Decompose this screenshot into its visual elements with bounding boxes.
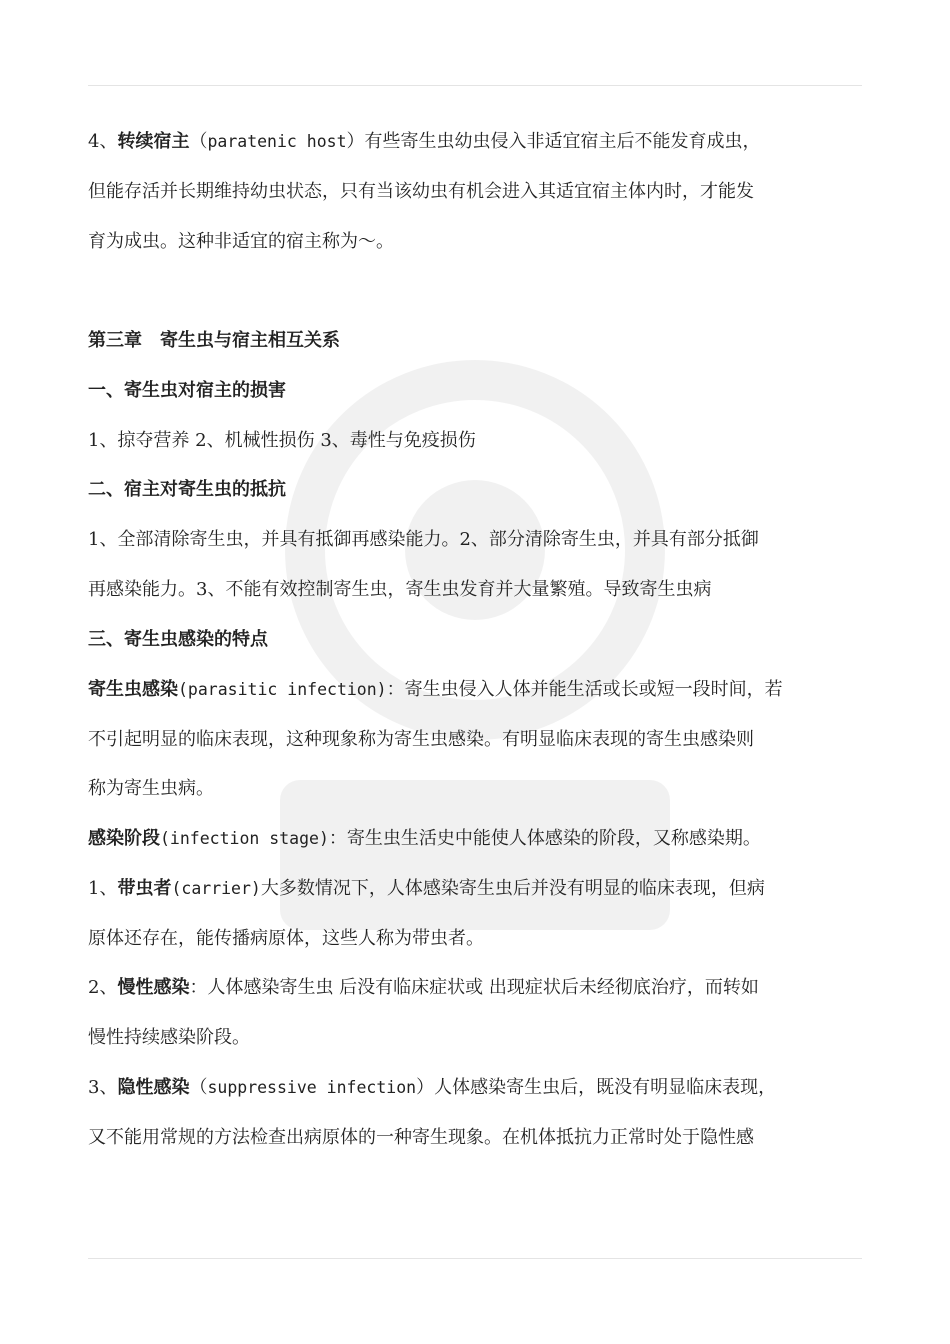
english-term: (parasitic infection) xyxy=(178,680,387,699)
damage-list: 1、掠夺营养 2、机械性损伤 3、毒性与免疫损伤 xyxy=(88,430,476,451)
paratenic-host-line-1 xyxy=(88,130,878,154)
page-top-rule xyxy=(88,85,862,86)
term-carrier: 带虫者 xyxy=(117,878,172,899)
chronic-line-2: 慢性持续感染阶段。 xyxy=(88,1027,250,1048)
definition-text: 有些寄生虫幼虫侵入非适宜宿主后不能发育成虫， xyxy=(364,131,761,152)
infection-line-3: 称为寄生虫病。 xyxy=(88,778,214,799)
paren-open: （ xyxy=(189,1077,208,1098)
carrier-line-1 xyxy=(88,877,878,901)
item-number: 2、 xyxy=(88,977,118,998)
paren-close: ） xyxy=(346,131,365,152)
resistance-line-1: 1、全部清除寄生虫，并具有抵御再感染能力。2、部分清除寄生虫，并具有部分抵御 xyxy=(88,529,759,550)
english-term: paratenic host xyxy=(207,132,347,151)
infection-line-2: 不引起明显的临床表现，这种现象称为寄生虫感染。有明显临床表现的寄生虫感染则 xyxy=(88,729,754,750)
item-number: 1、 xyxy=(88,878,118,899)
english-term: (infection stage) xyxy=(160,829,329,848)
term-latent-infection: 隐性感染 xyxy=(117,1077,190,1098)
item-number: 3、 xyxy=(88,1077,118,1098)
chapter-heading: 第三章 寄生虫与宿主相互关系 xyxy=(88,330,340,351)
definition-text: 人体感染寄生虫后，既没有明显临床表现， xyxy=(434,1077,777,1098)
infection-line-1 xyxy=(88,678,878,702)
item-number: 4、 xyxy=(88,131,118,152)
paren-open: （ xyxy=(189,131,208,152)
definition-text: 大多数情况下，人体感染寄生虫后并没有明显的临床表现，但病 xyxy=(260,878,765,899)
paratenic-host-line-2: 但能存活并长期维持幼虫状态，只有当该幼虫有机会进入其适宜宿主体内时，才能发 xyxy=(88,181,754,202)
latent-line-2: 又不能用常规的方法检查出病原体的一种寄生现象。在机体抵抗力正常时处于隐性感 xyxy=(88,1127,754,1148)
definition-text: ：寄生虫生活史中能使人体感染的阶段，又称感染期。 xyxy=(328,828,761,849)
term-parasitic-infection: 寄生虫感染 xyxy=(88,679,178,700)
section-heading-features: 三、寄生虫感染的特点 xyxy=(88,629,268,650)
english-term: (carrier) xyxy=(171,879,261,898)
term-paratenic-host: 转续宿主 xyxy=(117,131,190,152)
definition-text: ：寄生虫侵入人体并能生活或长或短一段时间，若 xyxy=(386,679,783,700)
resistance-line-2: 再感染能力。3、不能有效控制寄生虫，寄生虫发育并大量繁殖。导致寄生虫病 xyxy=(88,579,712,600)
latent-line-1 xyxy=(88,1076,878,1100)
term-infection-stage: 感染阶段 xyxy=(88,828,160,849)
stage-line xyxy=(88,827,878,851)
paren-close: ） xyxy=(416,1077,435,1098)
chronic-line-1 xyxy=(88,976,878,1000)
english-term: suppressive infection xyxy=(207,1078,417,1097)
term-chronic-infection: 慢性感染 xyxy=(117,977,190,998)
carrier-line-2: 原体还存在，能传播病原体，这些人称为带虫者。 xyxy=(88,928,484,949)
section-heading-damage: 一、寄生虫对宿主的损害 xyxy=(88,380,286,401)
page-bottom-rule xyxy=(88,1258,862,1259)
definition-text: ：人体感染寄生虫 后没有临床症状或 出现症状后未经彻底治疗，而转如 xyxy=(189,977,759,998)
section-heading-resistance: 二、宿主对寄生虫的抵抗 xyxy=(88,479,286,500)
paratenic-host-line-3: 育为成虫。这种非适宜的宿主称为～。 xyxy=(88,231,394,252)
